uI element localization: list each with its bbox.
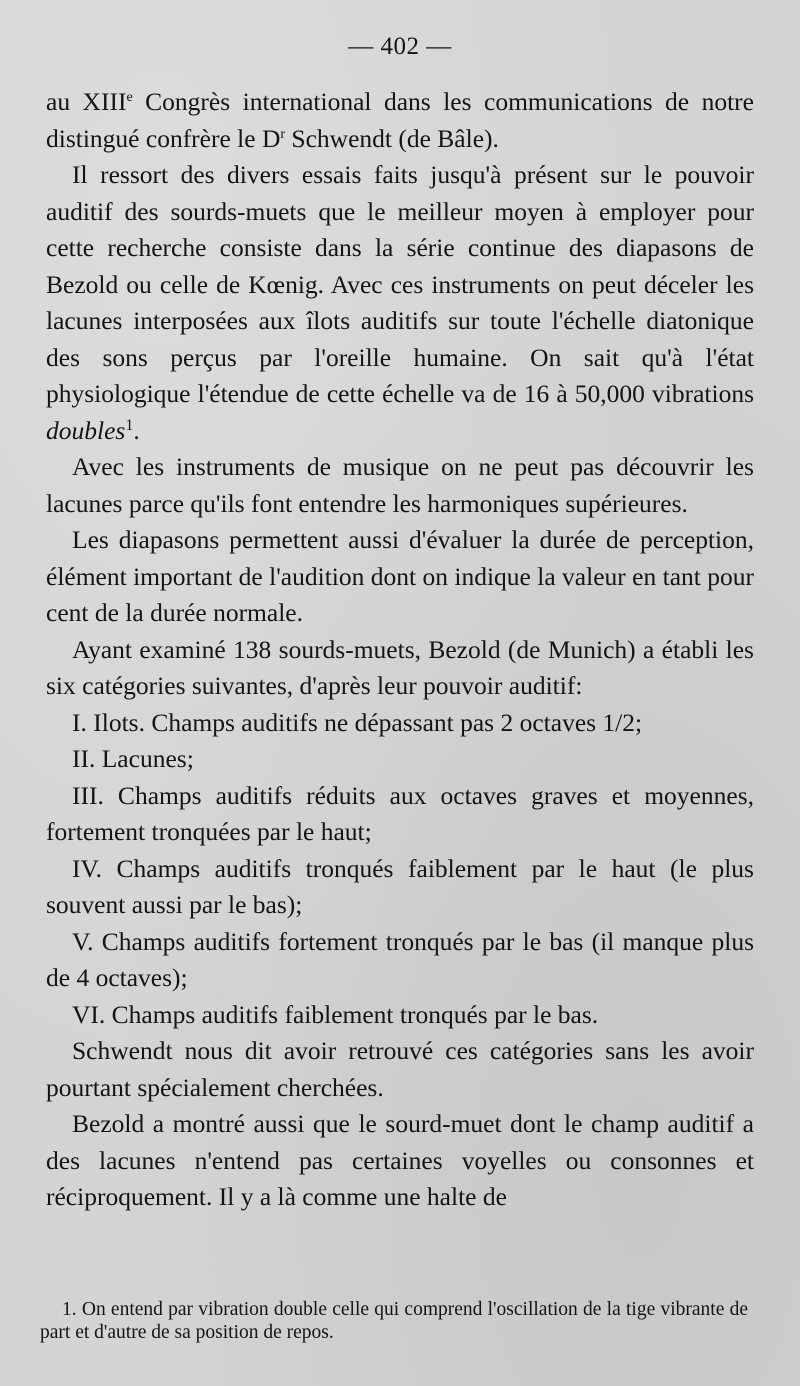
text-run: Avec les instruments de musique on ne peut pas découvrir les lacunes parce qu'ils font entendre les harmoniques supérieures. <box>46 452 754 518</box>
paragraph <box>46 1106 754 1216</box>
superscript: e <box>126 90 133 105</box>
text-run: Il ressort des divers essais faits jusqu'à présent sur le pouvoir auditif des sourds-muets que le meilleur moyen à employer pour cette recherche consiste dans la série continue des diapasons de Bezold ou celle de Kœnig. Avec ces instruments on peut déceler les lacunes interposées aux îlots auditifs sur toute l'échelle diatonique des sons perçus par l'oreille humaine. On sait qu'à l'état physiologique l'étendue de cette échelle va de 16 à 50,000 vibrations <box>46 160 754 408</box>
body-text <box>46 84 754 1216</box>
text-run: Bezold a montré aussi que le sourd-muet dont le champ auditif a des lacunes n'entend pas certaines voyelles ou consonnes et réciproquement. Il y a là comme une halte de <box>46 1109 754 1211</box>
superscript: r <box>280 126 286 142</box>
text-run: Schwendt nous dit avoir retrouvé ces catégories sans les avoir pourtant spécialement cherchées. <box>46 1036 754 1102</box>
footnotes <box>40 1298 748 1344</box>
paragraph <box>46 632 754 705</box>
text-run: IV. Champs auditifs tronqués faiblement par le haut (le plus souvent aussi par le bas); <box>46 853 754 919</box>
list-item <box>46 778 754 851</box>
paragraph <box>46 449 754 522</box>
footnote-reference: 1 <box>125 416 134 434</box>
paragraph <box>46 84 754 157</box>
list-item <box>46 997 754 1034</box>
text-run: II. Lacunes; <box>72 744 194 773</box>
text-run: I. Ilots. Champs auditifs ne dépassant pas 2 octaves 1/2; <box>72 707 643 737</box>
text-run: III. Champs auditifs réduits aux octaves graves et moyennes, fortement tronquées par le haut; <box>46 780 754 846</box>
page-number: — 402 — <box>348 33 452 60</box>
text-run: Congrès international dans les communications de notre distingué confrère le D <box>46 87 754 153</box>
paragraph <box>46 157 754 449</box>
list-item <box>46 851 754 924</box>
footnote: 1. On entend par vibration double celle qui comprend l'oscillation de la tige vibrante de part et d'autre de sa position de repos. <box>40 1299 748 1343</box>
list-item <box>46 741 754 778</box>
text-run: au XIII <box>46 87 127 116</box>
text-run: Ayant examiné 138 sourds-muets, Bezold (de Munich) a établi les six catégories suivantes, d'après leur pouvoir auditif: <box>46 634 754 700</box>
text-run: Schwendt (de Bâle). <box>285 123 499 153</box>
list-item <box>46 705 754 742</box>
text-run: VI. Champs auditifs faiblement tronqués par le bas. <box>72 999 599 1029</box>
paragraph <box>46 522 754 632</box>
list-item <box>46 924 754 997</box>
text-run: Les diapasons permettent aussi d'évaluer la durée de perception, élément important de l'audition dont on indique la valeur en tant pour cent de la durée normale. <box>46 525 754 627</box>
text-run: . <box>133 415 140 445</box>
italic-text: doubles <box>46 415 126 445</box>
text-run: V. Champs auditifs fortement tronqués par le bas (il manque plus de 4 octaves); <box>46 926 754 992</box>
paragraph <box>46 1033 754 1106</box>
